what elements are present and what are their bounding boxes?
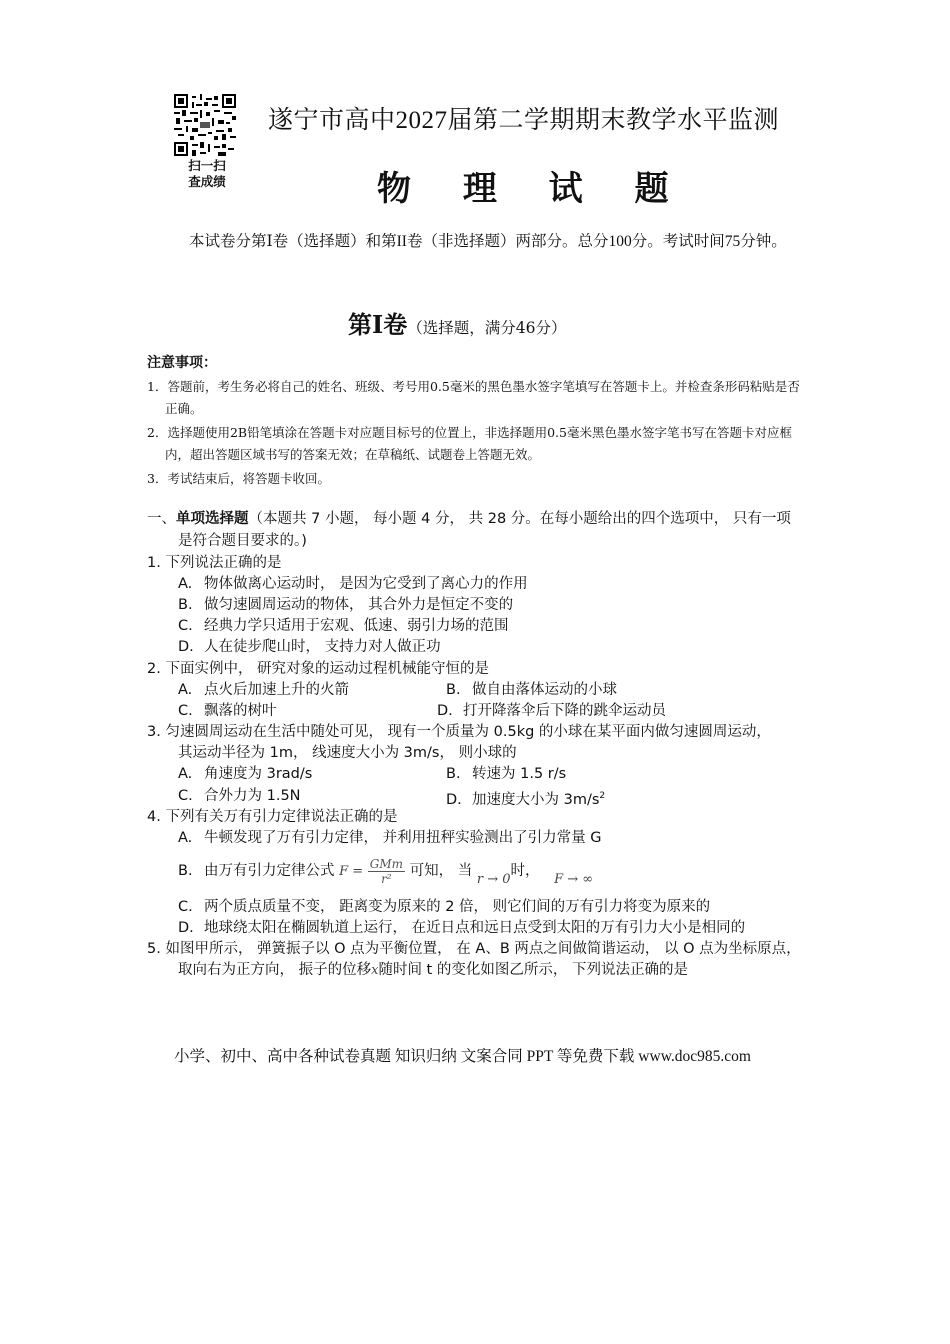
option-label: A. — [178, 682, 193, 698]
section1-title: 单项选择题 — [176, 511, 249, 527]
q4-option-c — [178, 897, 710, 918]
option-text: 做匀速圆周运动的物体， 其合外力是恒定不变的 — [204, 597, 514, 613]
option-label: C. — [178, 899, 193, 915]
subject-title: 物 理 试 题 — [377, 169, 689, 209]
q4-option-d — [178, 918, 745, 939]
superscript: 2 — [599, 791, 606, 801]
qr-code-icon — [174, 94, 236, 156]
q2-option-c — [178, 701, 277, 722]
option-text: 由万有引力定律公式 — [204, 863, 335, 879]
option-label: A. — [178, 830, 193, 846]
option-label: C. — [178, 618, 193, 634]
q3-option-a — [178, 764, 312, 785]
q1-option-a — [178, 574, 528, 595]
q4-stem: 4. 下列有关万有引力定律说法正确的是 — [147, 809, 398, 825]
formula-numerator: GMm — [369, 856, 404, 871]
option-label: D. — [446, 791, 462, 808]
q2-option-b — [446, 680, 617, 701]
part1-subtitle: （选择题，满分46分） — [407, 319, 567, 337]
notes-title: 注意事项： — [147, 355, 217, 371]
note-item: 2．选择题使用2B铅笔填涂在答题卡对应题目标号的位置上，非选择题用0.5毫米黑色墨水签字笔书写在答题卡对应框内，超出答题区域书写的答案无效；在草稿纸、试题卷上答题无效。 — [147, 425, 792, 462]
part1-title: 第Ⅰ卷 — [348, 310, 408, 339]
option-label: C. — [178, 788, 193, 804]
formula-limit: r → 0 — [476, 872, 511, 887]
formula-fraction — [368, 857, 405, 886]
option-text: 加速度大小为 3m/s — [472, 791, 600, 808]
section1-desc: （本题共 7 小题， 每小题 4 分， 共 28 分。在每小题给出的四个选项中， 只有一项 — [248, 511, 791, 527]
option-label: A. — [178, 576, 193, 592]
intro-paragraph: 本试卷分第Ⅰ卷（选择题）和第II卷（非选择题）两部分。总分100分。考试时间75分钟。 — [189, 233, 787, 250]
option-label: D. — [178, 920, 194, 936]
q5-stem: 5. 如图甲所示， 弹簧振子以 O 点为平衡位置， 在 A、B 两点之间做简谐运动， 以 O 点为坐标原点， — [147, 941, 801, 957]
option-text: 地球绕太阳在椭圆轨道上运行， 在近日点和远日点受到太阳的万有引力大小是相同的 — [204, 920, 746, 936]
qr-caption-line2: 查成绩 — [188, 174, 226, 189]
option-text: 经典力学只适用于宏观、低速、弱引力场的范围 — [204, 618, 509, 634]
q5-stem-text: 随时间 t 的变化如图乙所示， 下列说法正确的是 — [378, 962, 688, 978]
option-text: 点火后加速上升的火箭 — [204, 682, 349, 698]
option-text: 牛顿发现了万有引力定律， 并利用扭秤实验测出了引力常量 G — [204, 830, 602, 846]
note-item: 1．答题前，考生务必将自己的姓名、班级、考号用0.5毫米的黑色墨水签字笔填写在答题卡上。并检查条形码粘贴是否正确。 — [147, 379, 800, 416]
q3-stem-cont: 其运动半径为 1m， 线速度大小为 3m/s， 则小球的 — [178, 745, 517, 761]
option-text: 人在徒步爬山时， 支持力对人做正功 — [204, 639, 441, 655]
option-label: D. — [178, 639, 194, 655]
option-text: 时， — [510, 863, 540, 879]
q3-option-c — [178, 786, 301, 807]
option-label: D. — [437, 703, 453, 719]
note-item: 3．考试结束后，将答题卡收回。 — [147, 471, 330, 486]
q3-option-d — [446, 786, 605, 811]
option-label: B. — [446, 682, 461, 698]
q2-stem: 2. 下面实例中， 研究对象的运动过程机械能守恒的是 — [147, 661, 490, 677]
option-text: 角速度为 3rad/s — [204, 766, 313, 782]
qr-caption — [172, 158, 242, 190]
option-text: 飘落的树叶 — [204, 703, 277, 719]
q4-option-a — [178, 828, 601, 849]
option-label: B. — [178, 597, 193, 613]
section1-heading — [147, 509, 791, 530]
option-text: 合外力为 1.5N — [204, 788, 301, 804]
q5-variable-x: x — [371, 963, 379, 978]
option-text: 可知， 当 — [409, 863, 473, 879]
section1-desc-cont: 是符合题目要求的。) — [178, 533, 307, 549]
page-footer: 小学、初中、高中各种试卷真题 知识归纳 文案合同 PPT 等免费下载 www.doc985.com — [174, 1048, 751, 1065]
part1-heading — [348, 305, 566, 340]
option-label: C. — [178, 703, 193, 719]
q2-option-d — [437, 701, 666, 722]
q4-option-b — [178, 852, 593, 891]
formula-denominator: r² — [381, 871, 392, 886]
q2-option-a — [178, 680, 349, 701]
option-text: 两个质点质量不变， 距离变为原来的 2 倍， 则它们间的万有引力将变为原来的 — [204, 899, 711, 915]
q1-option-b — [178, 595, 513, 616]
q5-stem-text: 取向右为正方向， 振子的位移 — [178, 962, 372, 978]
section1-label: 一、 — [147, 511, 176, 527]
formula-lhs: F = — [339, 864, 364, 879]
q1-stem: 1. 下列说法正确的是 — [147, 555, 282, 571]
q5-stem-cont — [178, 960, 688, 981]
exam-title: 遂宁市高中2027届第二学期期末教学水平监测 — [268, 107, 780, 134]
qr-caption-line1: 扫一扫 — [188, 158, 226, 173]
q3-option-b — [446, 764, 566, 785]
option-label: B. — [446, 766, 461, 782]
formula-result: F → ∞ — [554, 872, 594, 887]
option-label: B. — [178, 863, 193, 879]
option-label: A. — [178, 766, 193, 782]
q1-option-d — [178, 637, 441, 658]
option-text: 转速为 1.5 r/s — [472, 766, 567, 782]
option-text: 打开降落伞后下降的跳伞运动员 — [463, 703, 666, 719]
q1-option-c — [178, 616, 509, 637]
option-text: 物体做离心运动时， 是因为它受到了离心力的作用 — [204, 576, 528, 592]
option-text: 做自由落体运动的小球 — [472, 682, 617, 698]
q3-stem: 3. 匀速圆周运动在生活中随处可见， 现有一个质量为 0.5kg 的小球在某平面内做匀速圆周运动， — [147, 724, 771, 740]
